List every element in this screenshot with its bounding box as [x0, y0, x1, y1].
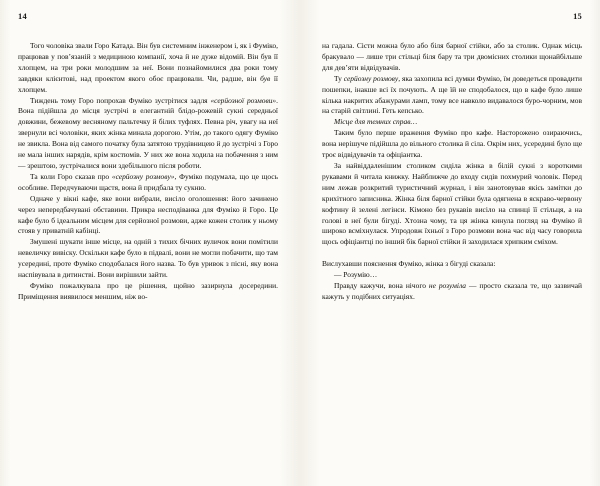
paragraph [18, 194, 278, 238]
body-text: на гадала. Сісти можна було або біля барної стійки, або за столик. Однак місць бракувало — лише три стільці біля бару та три двомісних столики щонайбільше для девʼяти відвідувачів. [322, 41, 582, 72]
body-text: Того чоловіка звали Горо Катада. Він був системним інженером і, як і Фуміко, працював у повʼязаній з медициною компанії, хоча й не дуже відомій. Він був її хлопцем, на три роки молодшим за неї. Вони познайомилися два роки тому завдяки клієнтові, над проектом якого обоє працювали. Чи, радше, він [18, 41, 278, 83]
paragraph [322, 270, 582, 281]
body-text: Вислухавши пояснення Фуміко, жінка з бігуді сказала: [322, 259, 496, 269]
paragraph [322, 128, 582, 161]
emphasis-text: «серйозної розмови» [210, 95, 277, 105]
body-text: Змушені шукати інше місце, на одній з тихих бічних вуличок вони помітили невеличку вивіску. Оскільки кафе було в підвалі, вони не могли побачити, що там усередині, проте Фуміко сподобалася його назва. То був уривок з пісні, яку вона наспівувала в дитинстві. Вони вирішили зайти. [18, 237, 278, 280]
page-right [300, 0, 600, 486]
paragraph [18, 281, 278, 303]
body-text: — Розумію… [334, 270, 378, 280]
emphasis-text: не розуміла [428, 280, 467, 290]
body-text: її хлопцем. [18, 73, 278, 94]
emphasis-text: «серйозну розмову» [111, 171, 175, 181]
paragraph [18, 41, 278, 96]
page-number-left: 14 [18, 11, 27, 21]
body-text: . Вона підійшла до місця зустрічі в елегантній блідо-рожевій сукні середньої довжини, бежевому весняному пальтечку й білих туфлях. Певна річ, увагу на неї звернули всі чоловіки, яких жінка минала дорогою. Утім, до такого одягу Фуміко не звикла. Вона від самого початку була затятою трудівницею й до зустрічі з Горо не мала інших нарядів, крім костюмів. У них же вона ходила на побачення з ним — зрештою, зустрічалися вони здебільшого після роботи. [18, 95, 278, 170]
page-number-right: 15 [573, 11, 582, 21]
paragraph [18, 96, 278, 172]
paragraph [322, 259, 582, 270]
body-text: Правду кажучи, вона нічого [334, 280, 429, 290]
text-body-left [18, 41, 278, 303]
body-text: Ту [334, 73, 344, 83]
body-text: Одначе у вікні кафе, яке вони вибрали, висіло оголошення: його зачинено через непередбачувані обставини. Прикра несподіванка для Фуміко й Горо. Це кафе було б ідеальним місцем для серйозної розмови, адже кожен столик у ньому стояв у приватній кабінці. [18, 193, 278, 236]
paragraph [322, 117, 582, 128]
paragraph [322, 41, 582, 74]
body-text: За найвіддаленішим столиком сиділа жінка в білій сукні з короткими рукавами й читала книжку. Найближче до входу сидів похмурий чоловік. Перед ним лежав розкритий туристичний журнал, і він занотовував якісь замітки до крихітного записника. Жінка біля барної стійки була одягнена в яскраво-червону кофтину й зелені легінси. Кімоно без рукавів висіло на спинці її стільця, а на голові в неї були бігуді. Хтозна чому, та ця жінка кинула погляд на Фуміко й широко всміхнулася. Упродовж їхньої з Горо розмови вона час від часу говорила щось офіціантці по інший бік барної стійки й заходилася хрипким сміхом. [322, 160, 582, 247]
body-text: , яка захопила всі думки Фуміко, їм доведеться провадити пошепки, інакше всі їх почують. А ще їй не сподобалося, що в кафе було лише кілька накритих абажурами ламп, тому все навколо видавалося буро-чорним, мов на старій світлині. Геть кепсько. [322, 73, 582, 116]
paragraph [18, 237, 278, 281]
emphasis-text: Місце для темних справ… [334, 117, 418, 127]
paragraph [322, 281, 582, 303]
text-body-right [322, 41, 582, 303]
body-text: Таким було перше враження Фуміко про кафе. Насторожено озираючись, вона нерішуче підійшла до вільного столика й сіла. Окрім них, усередині було ще троє відвідувачів та офіціантка. [322, 128, 582, 160]
emphasis-text: був [260, 73, 271, 83]
body-text: Фуміко пожалкувала про це рішення, щойно зазирнула досередини. Приміщення виявилося меншим, ніж во- [18, 280, 278, 301]
body-text: — просто сказала те, що зазвичай кажуть у подібних ситуаціях. [322, 280, 582, 301]
body-text: Тиждень тому Горо попрохав Фуміко зустрітися задля [30, 95, 211, 105]
paragraph [322, 74, 582, 118]
paragraph [18, 172, 278, 194]
body-text: Та коли Горо сказав про [30, 171, 112, 181]
emphasis-text: серйозну розмову [343, 73, 399, 83]
body-text: , Фуміко подумала, що це щось особливе. Передчуваючи щастя, вона й придбала ту сукню. [18, 171, 278, 192]
paragraph [322, 161, 582, 248]
